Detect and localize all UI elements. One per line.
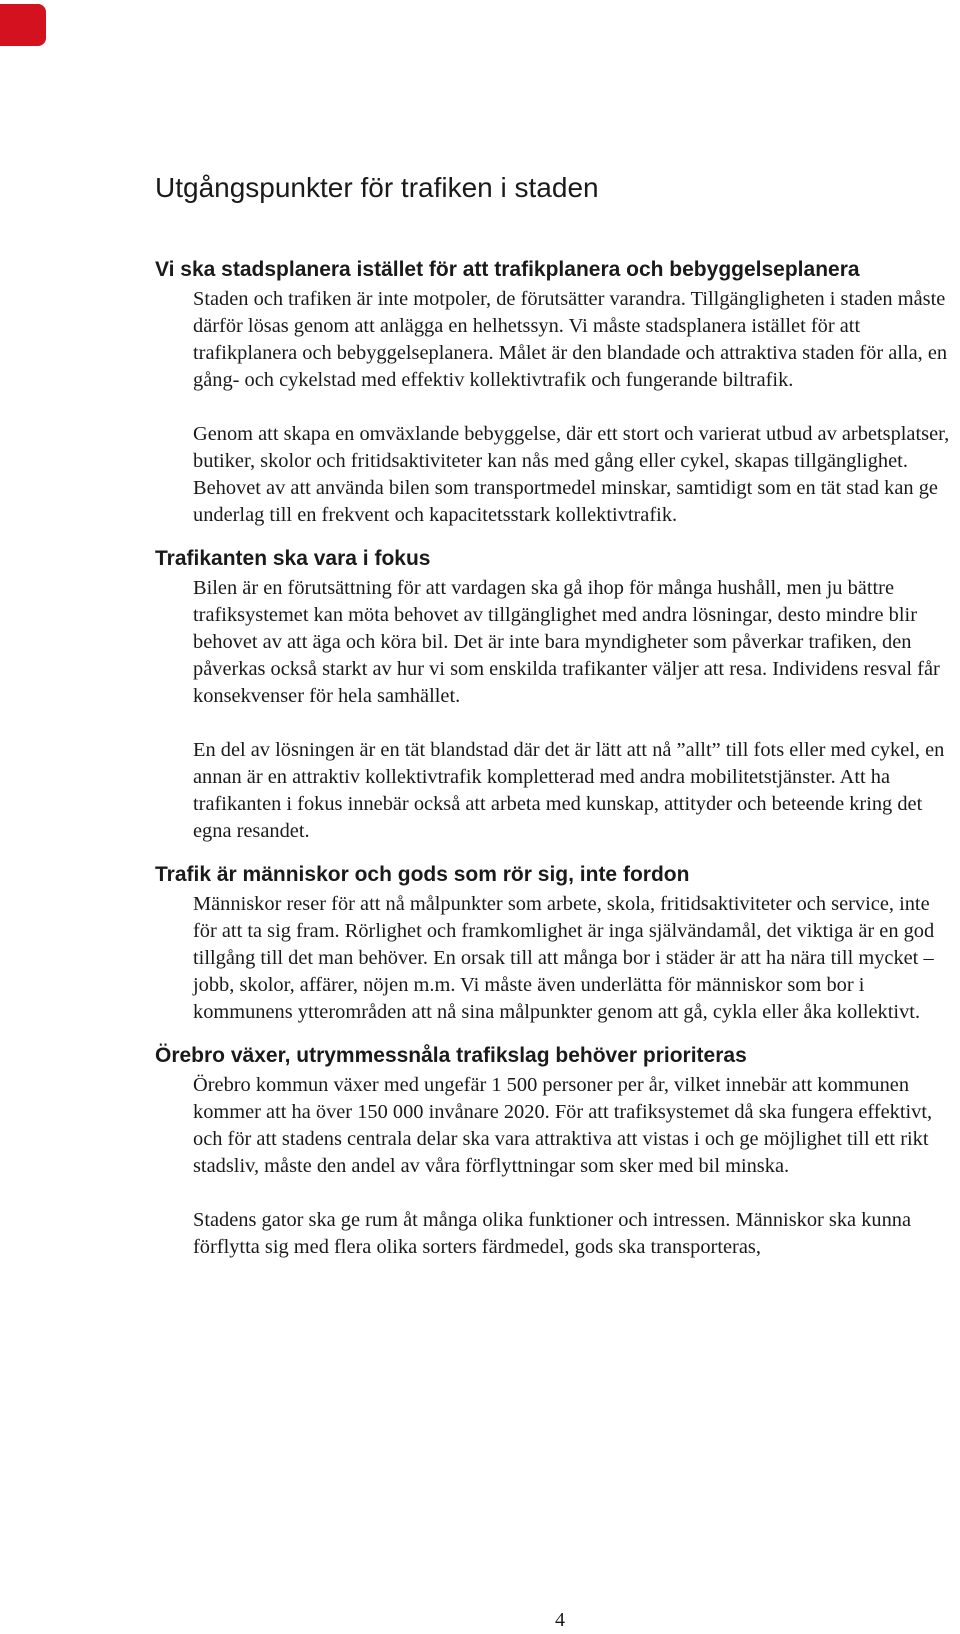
section-heading: Trafik är människor och gods som rör sig, inte fordon xyxy=(155,863,690,886)
section-trafik-manniskor xyxy=(155,861,960,1026)
paragraph: Människor reser för att nå målpunkter som arbete, skola, fritidsaktiviteter och service, inte för att ta sig fram. Rörlighet och framkomlighet är inga självändamål, det viktiga är en god tillgång till det man behöver. En orsak till att många bor i städer är att ha nära till mycket – jobb, skolor, affärer, nöjen m.m. Vi måste även underlätta för människor som bor i kommunens ytterområden att nå sina målpunkter genom att gå, cykla eller åka kollektivt. xyxy=(193,893,935,1023)
page-number: 4 xyxy=(555,1609,565,1631)
paragraph: Bilen är en förutsättning för att vardagen ska gå ihop för många hushåll, men ju bättre trafiksystemet kan möta behovet av tillgänglighet med andra lösningar, desto mindre blir behovet av att äga och köra bil. Det är inte bara myndigheter som påverkar trafiken, den påverkas också starkt av hur vi som enskilda trafikanter väljer att resa. Individens resval får konsekvenser för hela samhället. xyxy=(193,577,940,707)
page-title: Utgångspunkter för trafiken i staden xyxy=(155,172,599,203)
document-body xyxy=(155,256,960,1277)
section-heading: Trafikanten ska vara i fokus xyxy=(155,547,431,570)
paragraph: Genom att skapa en omväxlande bebyggelse, där ett stort och varierat utbud av arbetsplatser, butiker, skolor och fritidsaktiviteter kan nås med gång eller cykel, skapas tillgänglighet. Behovet av att använda bilen som transportmedel minskar, samtidigt som en tät stad kan ge underlag till en frekvent och kapacitetsstark kollektivtrafik. xyxy=(193,423,950,526)
paragraph: En del av lösningen är en tät blandstad där det är lätt att nå ”allt” till fots eller med cykel, en annan är en attraktiv kollektivtrafik kompletterad med andra mobilitetstjänster. Att ha trafikanten i fokus innebär också att arbeta med kunskap, attityder och beteende kring det egna resandet. xyxy=(193,739,945,842)
section-trafikanten xyxy=(155,545,960,845)
paragraph: Örebro kommun växer med ungefär 1 500 personer per år, vilket innebär att kommunen kommer att ha över 150 000 invånare 2020. För att trafiksystemet då ska fungera effektivt, och för att stadens centrala delar ska vara attraktiva att vistas i och ge möjlighet till ett rikt stadsliv, måste den andel av våra förflyttningar som sker med bil minska. xyxy=(193,1074,933,1177)
section-orebro-vaxer xyxy=(155,1042,960,1261)
corner-logo-mark xyxy=(0,4,46,46)
section-heading: Örebro växer, utrymmessnåla trafikslag behöver prioriteras xyxy=(155,1044,747,1067)
section-stadsplanera xyxy=(155,256,960,529)
paragraph: Staden och trafiken är inte motpoler, de förutsätter varandra. Tillgängligheten i staden måste därför lösas genom att anlägga en helhetssyn. Vi måste stadsplanera istället för att trafikplanera och bebyggelseplanera. Målet är den blandade och attraktiva staden för alla, en gång- och cykelstad med effektiv kollektivtrafik och fungerande biltrafik. xyxy=(193,288,948,391)
paragraph: Stadens gator ska ge rum åt många olika funktioner och intressen. Människor ska kunna förflytta sig med flera olika sorters färdmedel, gods ska transporteras, xyxy=(193,1209,912,1258)
section-heading: Vi ska stadsplanera istället för att trafikplanera och bebyggelseplanera xyxy=(155,258,860,281)
